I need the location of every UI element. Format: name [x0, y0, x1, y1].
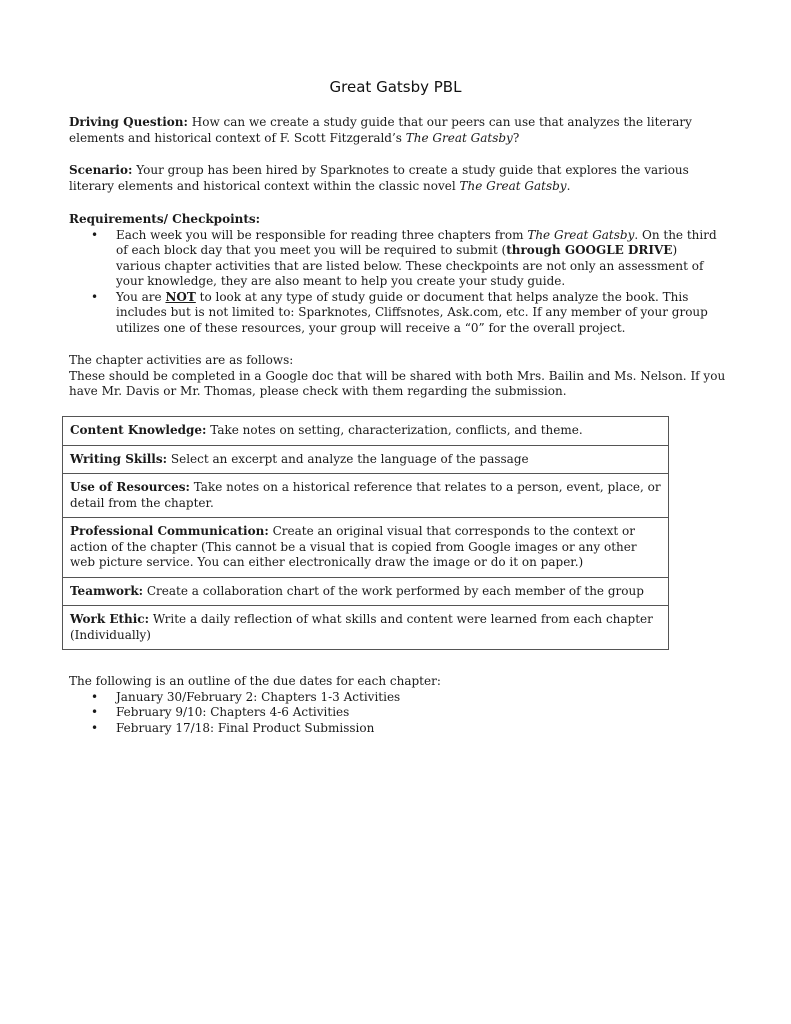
- scenario-label: Scenario:: [69, 163, 133, 177]
- activity-label: Writing Skills:: [70, 451, 168, 466]
- list-item: • February 9/10: Chapters 4-6 Activities: [69, 705, 729, 721]
- chapter-activities-note: These should be completed in a Google doc that will be shared with both Mrs. Bailin and Ms. Nelson. If you have Mr. Davis or Mr. Thomas, please check with them regarding the submission.: [69, 368, 726, 398]
- activity-label: Professional Communication:: [70, 524, 269, 538]
- driving-question-end: ?: [512, 130, 520, 145]
- table-cell: [63, 445, 669, 474]
- requirement-item: [69, 228, 729, 290]
- requirements-list: [69, 228, 729, 337]
- activity-text: Create a collaboration chart of the work performed by each member of the group: [143, 583, 644, 598]
- table-row: [63, 417, 669, 446]
- chapter-activities-intro: [69, 353, 729, 400]
- driving-question-label: Driving Question:: [69, 115, 188, 129]
- activity-label: Teamwork:: [70, 583, 144, 598]
- activity-text: Take notes on setting, characterization, conflicts, and theme.: [206, 423, 583, 437]
- list-item: • January 30/February 2: Chapters 1-3 Activities: [69, 690, 729, 706]
- table-cell: [63, 474, 669, 518]
- book-title: The Great Gatsby: [459, 178, 567, 193]
- activity-text: Write a daily reflection of what skills and content were learned from each chapter (Individually): [70, 612, 653, 642]
- requirement-item: [69, 290, 729, 337]
- requirement-text: You are: [116, 289, 166, 304]
- table-cell: [63, 518, 669, 578]
- due-dates-list: [69, 690, 729, 737]
- table-cell: [63, 606, 669, 650]
- table-row: [63, 445, 669, 474]
- activity-text: Create an original visual that corresponds to the context or action of the chapter (This cannot be a visual that is copied from Google images or any other web picture service. You can either electronically draw the image or do it on paper.): [70, 524, 637, 569]
- table-cell: [63, 417, 669, 446]
- table-row: [63, 577, 669, 606]
- requirement-text: . On the third of each block day that you meet you will be required to submit (: [116, 227, 717, 257]
- table-cell: [63, 577, 669, 606]
- activity-label: Use of Resources:: [70, 480, 190, 494]
- table-row: [63, 518, 669, 578]
- list-item: • February 17/18: Final Product Submission: [69, 721, 729, 737]
- table-row: [63, 474, 669, 518]
- requirement-text: Each week you will be responsible for reading three chapters from: [116, 227, 528, 242]
- activity-label: Content Knowledge:: [70, 423, 207, 437]
- driving-question-text: How can we create a study guide that our peers can use that analyzes the literary elements and historical context of F. Scott Fitzgerald’s: [69, 115, 692, 145]
- requirement-text: ) various chapter activities that are listed below. These checkpoints are not only an assessment of your knowledge, they are also meant to help you create your study guide.: [116, 243, 704, 288]
- submission-method: through GOOGLE DRIVE: [506, 243, 673, 257]
- requirements-section: [69, 212, 729, 336]
- scenario-end: .: [566, 178, 571, 193]
- scenario: [69, 163, 729, 194]
- activity-label: Work Ethic:: [70, 612, 150, 626]
- book-title: The Great Gatsby: [527, 227, 635, 242]
- scenario-text: Your group has been hired by Sparknotes to create a study guide that explores the various literary elements and historical context within the classic novel: [69, 163, 689, 193]
- activity-text: Take notes on a historical reference that relates to a person, event, place, or detail from the chapter.: [70, 480, 661, 510]
- activity-text: Select an excerpt and analyze the language of the passage: [167, 451, 529, 466]
- due-dates-section: [69, 674, 729, 736]
- requirements-heading: Requirements/ Checkpoints:: [69, 212, 261, 226]
- emphasis-not: NOT: [165, 289, 196, 304]
- document-title: Great Gatsby PBL: [329, 78, 462, 96]
- due-dates-intro: The following is an outline of the due dates for each chapter:: [69, 674, 441, 688]
- table-row: [63, 606, 669, 650]
- activities-table: [62, 416, 669, 650]
- book-title: The Great Gatsby: [405, 130, 513, 145]
- chapter-activities-heading: The chapter activities are as follows:: [69, 353, 294, 367]
- driving-question: [69, 115, 729, 146]
- requirement-text: to look at any type of study guide or document that helps analyze the book. This includes but is not limited to: Sparknotes, Cliffsnotes, Ask.com, etc. If any member of your group utilizes one of these resources, your group will receive a “0” for the overall project.: [116, 289, 708, 335]
